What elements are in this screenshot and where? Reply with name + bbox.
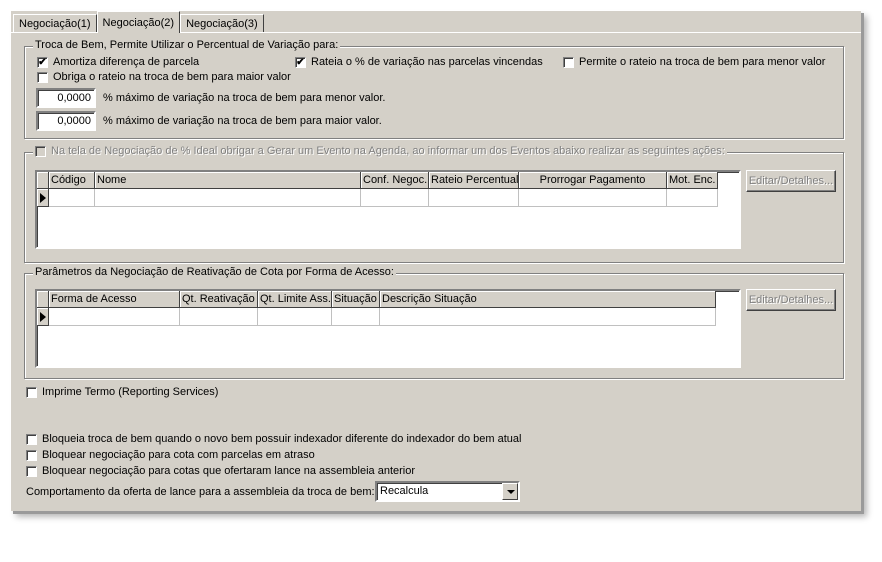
bloqueia-indexador-label: Bloqueia troca de bem quando o novo bem possuir indexador diferente do indexador do bem atual <box>42 433 522 445</box>
maior-valor-label: % máximo de variação na troca de bem para maior valor. <box>103 115 382 127</box>
eventos-col-rateio[interactable]: Rateio Percentual <box>429 172 519 189</box>
rateia-box[interactable] <box>295 57 306 68</box>
troca-bem-legend: Troca de Bem, Permite Utilizar o Percentual de Variação para: <box>35 39 339 51</box>
comportamento-value: Recalcula <box>380 485 429 497</box>
eventos-grid-header <box>37 172 718 189</box>
table-row[interactable] <box>37 189 718 207</box>
eventos-col-prorrogar[interactable]: Prorrogar Pagamento <box>519 172 667 189</box>
check-icon: ✔ <box>38 56 47 68</box>
menor-valor-label: % máximo de variação na troca de bem para menor valor. <box>103 92 386 104</box>
reativacao-cell-forma-acesso[interactable] <box>49 308 180 326</box>
amortiza-label: Amortiza diferença de parcela <box>53 56 200 68</box>
reativacao-col-descricao[interactable]: Descrição Situação <box>380 291 716 308</box>
eventos-cell-rateio[interactable] <box>429 189 519 207</box>
rateia-label: Rateia o % de variação nas parcelas vincendas <box>311 56 543 68</box>
permite-rateio-checkbox[interactable] <box>563 56 825 68</box>
table-row[interactable] <box>37 308 716 326</box>
bloquear-atraso-checkbox[interactable] <box>26 449 315 461</box>
obriga-rateio-checkbox[interactable] <box>37 71 291 83</box>
reativacao-grid-header <box>37 291 716 308</box>
permite-rateio-label: Permite o rateio na troca de bem para menor valor <box>579 56 826 68</box>
eventos-col-mot-enc[interactable]: Mot. Enc. <box>667 172 718 189</box>
comportamento-select[interactable] <box>375 481 520 502</box>
amortiza-box[interactable] <box>37 57 48 68</box>
eventos-col-codigo[interactable]: Código <box>49 172 95 189</box>
bloquear-lance-label: Bloquear negociação para cotas que ofertaram lance na assembleia anterior <box>42 465 416 477</box>
row-pointer-icon <box>37 189 49 207</box>
eventos-col-nome[interactable]: Nome <box>95 172 361 189</box>
maior-valor-input[interactable]: 0,0000 <box>36 111 96 131</box>
tab-negociacao-1[interactable]: Negociação(1) <box>13 14 97 33</box>
bloquear-lance-checkbox[interactable] <box>26 465 415 477</box>
eventos-checkbox-box[interactable] <box>35 146 46 157</box>
eventos-header-corner <box>37 172 49 189</box>
tab-negociacao-3[interactable]: Negociação(3) <box>180 14 264 33</box>
imprime-termo-box[interactable] <box>26 387 37 398</box>
reativacao-cell-qt-reativacao[interactable] <box>180 308 258 326</box>
bloquear-atraso-box[interactable] <box>26 450 37 461</box>
reativacao-legend: Parâmetros da Negociação de Reativação de Cota por Forma de Acesso: <box>35 266 394 278</box>
eventos-cell-codigo[interactable] <box>49 189 95 207</box>
permite-rateio-box[interactable] <box>563 57 574 68</box>
imprime-termo-label: Imprime Termo (Reporting Services) <box>42 386 219 398</box>
eventos-group <box>24 145 844 263</box>
eventos-cell-conf-negoc[interactable] <box>361 189 429 207</box>
reativacao-col-qt-limite[interactable]: Qt. Limite Ass. <box>258 291 332 308</box>
rateia-checkbox[interactable] <box>295 56 543 68</box>
reativacao-group <box>24 266 844 379</box>
reativacao-editar-button[interactable]: Editar/Detalhes... <box>746 289 836 311</box>
eventos-cell-prorrogar[interactable] <box>519 189 667 207</box>
eventos-editar-button[interactable]: Editar/Detalhes... <box>746 170 836 192</box>
amortiza-checkbox[interactable] <box>37 56 199 68</box>
check-icon: ✔ <box>296 56 305 68</box>
obriga-rateio-box[interactable] <box>37 72 48 83</box>
comportamento-label: Comportamento da oferta de lance para a assembleia da troca de bem: <box>26 486 375 498</box>
imprime-termo-checkbox[interactable] <box>26 386 218 398</box>
troca-bem-group <box>24 39 844 139</box>
window-panel <box>10 10 861 511</box>
reativacao-header-corner <box>37 291 49 308</box>
eventos-grid[interactable] <box>35 170 741 249</box>
reativacao-grid[interactable] <box>35 289 741 368</box>
row-pointer-icon <box>37 308 49 326</box>
obriga-rateio-label: Obriga o rateio na troca de bem para maior valor <box>53 71 291 83</box>
reativacao-cell-qt-limite[interactable] <box>258 308 332 326</box>
reativacao-cell-descricao[interactable] <box>380 308 716 326</box>
reativacao-col-forma-acesso[interactable]: Forma de Acesso <box>49 291 180 308</box>
bloqueia-indexador-box[interactable] <box>26 434 37 445</box>
reativacao-col-qt-reativacao[interactable]: Qt. Reativação <box>180 291 258 308</box>
eventos-legend[interactable] <box>33 145 727 157</box>
dropdown-arrow-icon[interactable] <box>502 483 518 500</box>
eventos-col-conf-negoc[interactable]: Conf. Negoc. <box>361 172 429 189</box>
tab-strip <box>13 11 264 33</box>
reativacao-cell-situacao[interactable] <box>332 308 380 326</box>
eventos-legend-label: Na tela de Negociação de % Ideal obrigar a Gerar um Evento na Agenda, ao informar um dos Eventos abaixo realizar as seguintes ações: <box>51 145 725 157</box>
bloqueia-indexador-checkbox[interactable] <box>26 433 521 445</box>
tab-negociacao-2[interactable]: Negociação(2) <box>97 11 181 33</box>
eventos-cell-mot-enc[interactable] <box>667 189 718 207</box>
eventos-cell-nome[interactable] <box>95 189 361 207</box>
bloquear-atraso-label: Bloquear negociação para cota com parcelas em atraso <box>42 449 315 461</box>
bloquear-lance-box[interactable] <box>26 466 37 477</box>
menor-valor-input[interactable]: 0,0000 <box>36 88 96 108</box>
reativacao-col-situacao[interactable]: Situação <box>332 291 380 308</box>
